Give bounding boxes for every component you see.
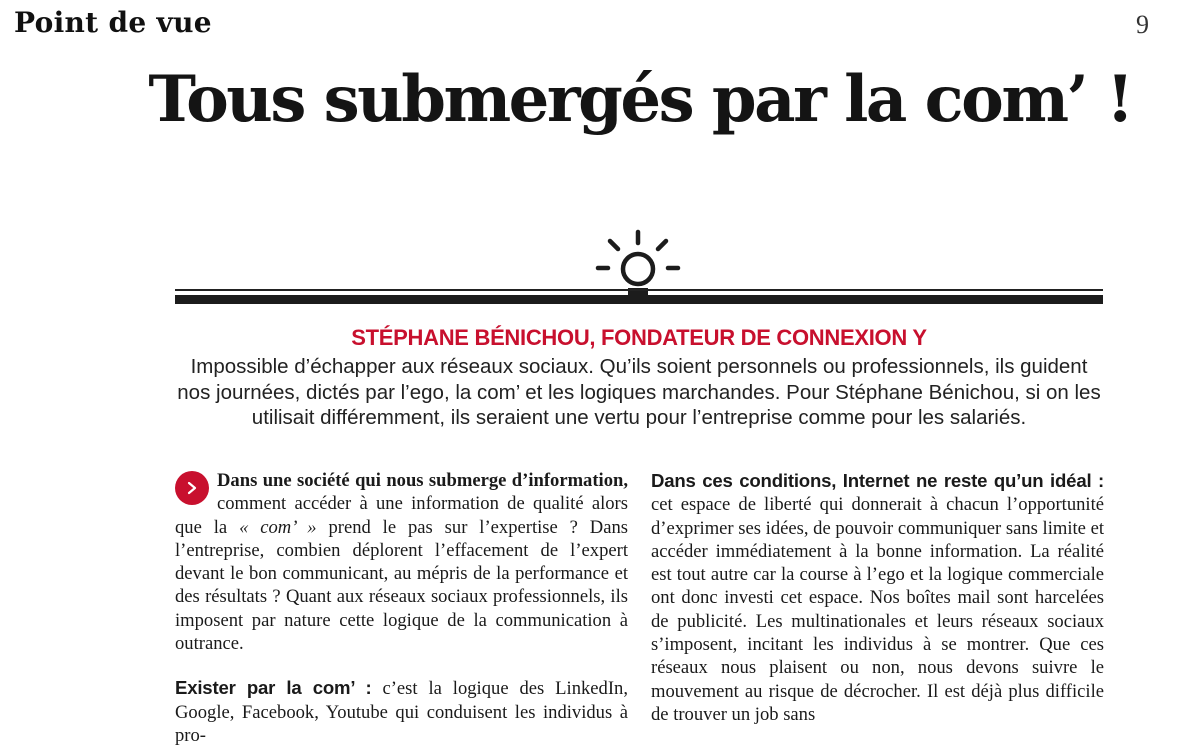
paragraph-lead: Dans une société qui nous submerge d’information, bbox=[217, 470, 628, 491]
article-lead: Impossible d’échapper aux réseaux sociaux. Qu’ils soient personnels ou professionnels, ils guident nos journées, dictés par l’ego, la com’ et les logiques marchandes. Pour Stéphane Bénichou, si on les utilisait différemment, ils seraient une vertu pour l’entreprise comme pour les salariés. bbox=[177, 355, 1101, 429]
paragraph-text: comment accéder à une information de qualité alors que la bbox=[175, 493, 628, 538]
paragraph-text: cet espace de liberté qui donnerait à chacun l’opportunité d’exprimer ses idées, de pouvoir communiquer sans limite et accéder immédiatement à la bonne information. La réalité est tout autre car la course à l’ego et la logique commerciale ont donc investi cet espace. Nos boîtes mail sont harcelées de publicité. Les multinationales et leurs réseaux sociaux s’imposent, incitant les individus à se montrer. Que ces réseaux nous plaisent ou non, nous devons suivre le mouvement au risque de décrocher. Il est déjà plus difficile de trouver un job sans bbox=[651, 494, 1104, 725]
page-number: 9 bbox=[1136, 10, 1149, 39]
chevron-right-icon bbox=[175, 471, 209, 505]
paragraph bbox=[175, 676, 628, 747]
section-label: Point de vue bbox=[14, 6, 212, 39]
divider-thin bbox=[175, 289, 1103, 291]
right-column bbox=[651, 469, 1104, 726]
paragraph-lead: Exister par la com’ : bbox=[175, 677, 372, 699]
lightbulb-icon bbox=[594, 228, 682, 298]
quoted-term: « com’ » bbox=[239, 516, 317, 538]
paragraph-text: c’est la logique des LinkedIn, Google, Facebook, Youtube qui conduisent les individus à pro- bbox=[175, 678, 628, 746]
paragraph bbox=[651, 469, 1104, 726]
divider-thick bbox=[175, 295, 1103, 304]
author-line: STÉPHANE BÉNICHOU, FONDATEUR DE CONNEXION Y bbox=[351, 325, 927, 350]
article-title: Tous submergés par la com’ ! bbox=[148, 62, 1132, 137]
paragraph-text: prend le pas sur l’expertise ? Dans l’entreprise, combien déplorent l’effacement de l’expert devant le bon communicant, au mépris de la performance et des résultats ? Quant aux réseaux sociaux professionnels, ils imposent par nature cette logique de la communication à outrance. bbox=[175, 516, 629, 655]
left-column bbox=[175, 469, 628, 747]
paragraph bbox=[175, 469, 628, 655]
paragraph-lead: Dans ces conditions, Internet ne reste qu’un idéal : bbox=[651, 470, 1104, 491]
